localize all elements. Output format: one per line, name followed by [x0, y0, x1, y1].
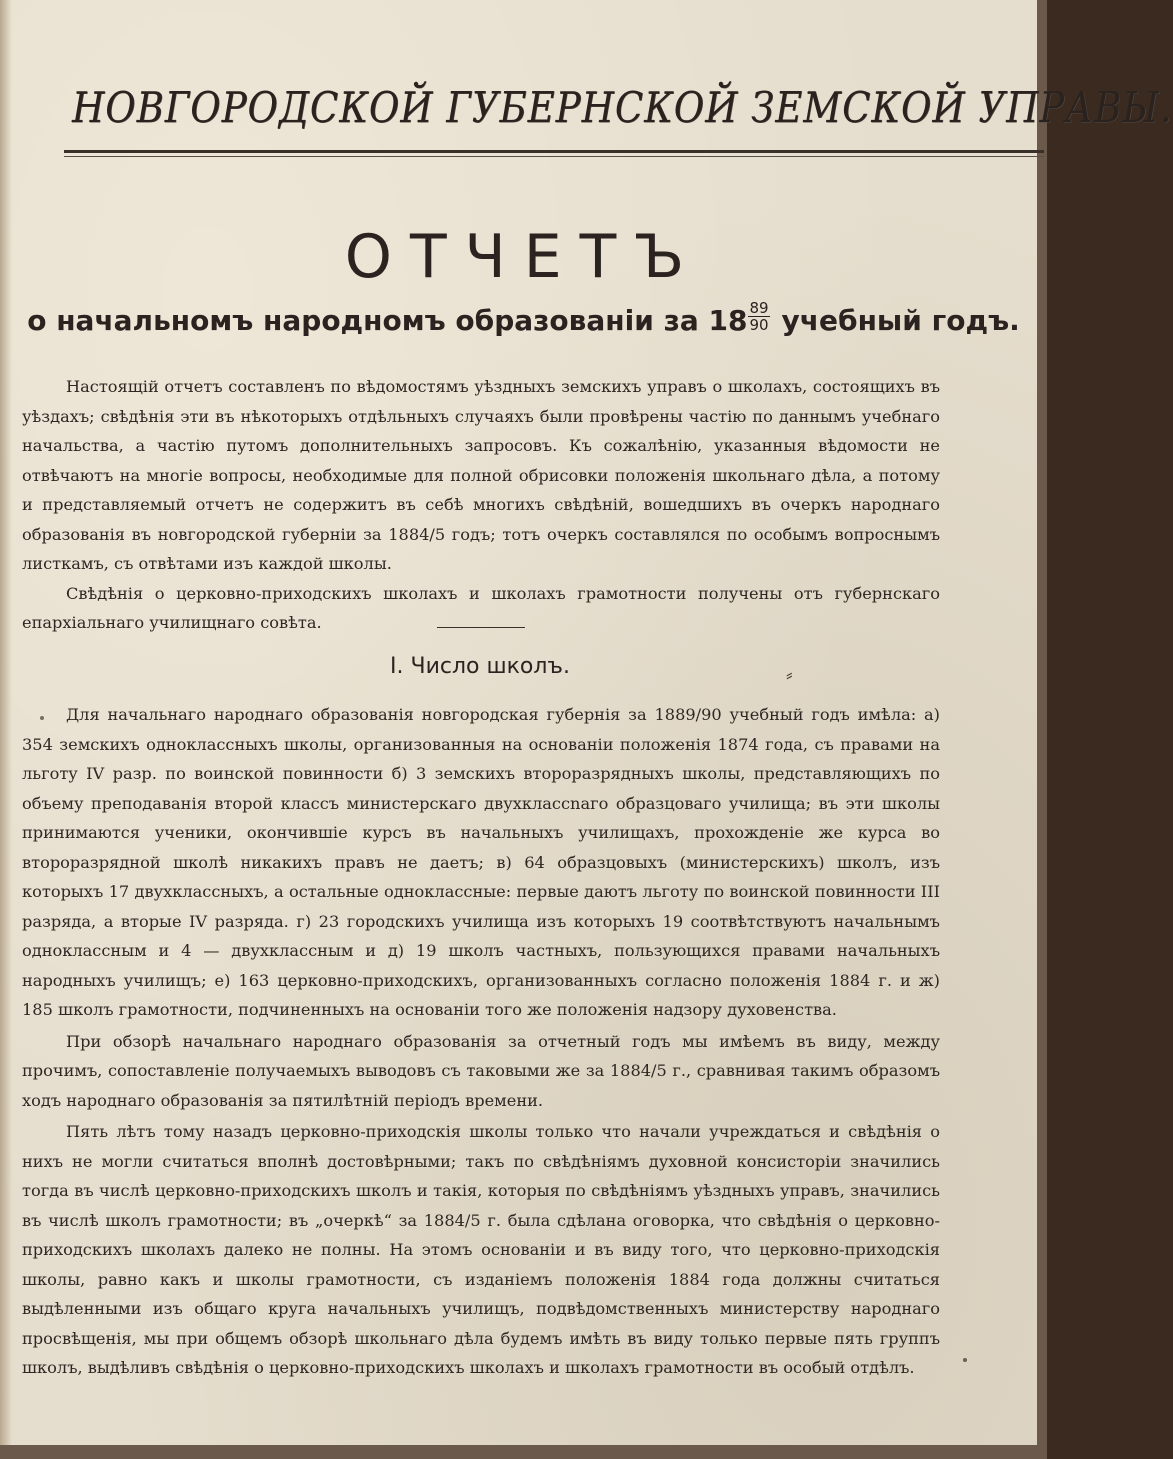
section-divider — [437, 627, 525, 628]
intro-paragraph: Свѣдѣнія о церковно-приходскихъ школахъ и школахъ грамотности получены отъ губернскаго епархіальнаго училищнаго совѣта. — [22, 583, 940, 632]
intro-paragraph: Настоящій отчетъ составленъ по вѣдомостямъ уѣздныхъ земскихъ управъ о школахъ, состоящихъ въ уѣздахъ; свѣдѣнія эти въ нѣкоторыхъ отдѣльныхъ случаяхъ были провѣрены частію по даннымъ учебнаго начальства, а частію путомъ дополнительныхъ запросовъ. Къ сожалѣнію, указанныя вѣдомости не отвѣчаютъ на многіе вопросы, необходимые для полной обрисовки положенія школьнаго дѣла, а потому и представляемый отчетъ не содержитъ въ себѣ многихъ свѣдѣній, вошедшихъ въ очеркъ народнаго образованія въ новгородской губерніи за 1884/5 годъ; тотъ очеркъ составлялся по особымъ вопроснымъ листкамъ, съ отвѣтами изъ каждой школы. — [22, 377, 940, 573]
section-paragraph: Для начальнаго народнаго образованія новгородская губернія за 1889/90 учебный годъ имѣла: а) 354 земскихъ одноклассныхъ школы, организованныя на основаніи положенія 1874 года, съ правами на льготу IV разр. по воинской повинности б) 3 земскихъ второразрядныхъ школы, представляющихъ по объему преподаванія второй классъ министерскаго двухклассnаго образцоваго училища; въ эти школы принимаются ученики, окончившіе курсъ въ начальныхъ училищахъ, прохожденіе же курса во второразрядной школѣ никакихъ правъ не даетъ; в) 64 образцовыхъ (министерскихъ) школъ, изъ которыхъ 17 двухклассныхъ, а остальные одноклассные: первые даютъ льготу по воинской повинности III разряда, а вторые IV разряда. г) 23 городскихъ училища изъ которыхъ 19 соотвѣтствуютъ начальнымъ одноклассным и 4 — двухклассным и д) 19 школъ частныхъ, пользующихся правами начальныхъ народныхъ училищъ; е) 163 церковно-приходскихъ, организованныхъ согласно положенія 1884 г. и ж) 185 школъ грамотности, подчиненныхъ на основаніи того же положенія надзору духовенства. — [22, 705, 940, 1019]
ink-speck — [963, 1358, 967, 1362]
stray-ink-mark: ⸗ — [786, 662, 793, 686]
report-subtitle — [0, 298, 1047, 339]
fraction-numerator: 89 — [749, 298, 769, 317]
section-paragraph: Пять лѣтъ тому назадъ церковно-приходскія школы только что начали учреждаться и свѣдѣнія о нихъ не могли считаться вполнѣ достовѣрными; такъ по свѣдѣніямъ духовной консисторіи значились тогда въ числѣ церковно-приходскихъ школъ и такія, которыя по свѣдѣніямъ уѣздныхъ управъ, значились въ числѣ школъ грамотности; въ „очеркѣ“ за 1884/5 г. была сдѣлана оговорка, что свѣдѣнія о церковно-приходскихъ школахъ далеко не полны. На этомъ основаніи и въ виду того, что церковно-приходскія школы, равно какъ и школы грамотности, съ изданіемъ положенія 1884 года должны считаться выдѣленными изъ общаго круга начальныхъ училищъ, подвѣдомственныхъ министерству народнаго просвѣщенія, мы при общемъ обзорѣ школьнаго дѣла будемъ имѣть въ виду только первые пять группъ школъ, выдѣливъ свѣдѣнія о церковно-приходскихъ школахъ и школахъ грамотности въ особый отдѣлъ. — [22, 1122, 940, 1377]
running-head: НОВГОРОДСКОЙ ГУБЕРНСКОЙ ЗЕМСКОЙ УПРАВЫ. — [72, 82, 1173, 133]
subtitle-fraction — [748, 300, 769, 333]
section-paragraph: При обзорѣ начальнаго народнаго образованія за отчетный годъ мы имѣемъ въ виду, между прочимъ, сопоставленіе получаемыхъ выводовъ съ таковыми же за 1884/5 г., сравнивая такимъ образомъ ходъ народнаго образованія за пятилѣтній періодъ времени. — [22, 1031, 940, 1110]
section-heading: I. Число школъ. — [390, 654, 570, 679]
report-title: ОТЧЕТЪ — [344, 222, 703, 292]
page-edge-shadow — [0, 0, 12, 1445]
section-body — [22, 700, 940, 1383]
intro-section — [22, 372, 940, 638]
fraction-denominator: 90 — [749, 315, 769, 334]
subtitle-text-before: о начальномъ народномъ образованіи за 18 — [27, 304, 748, 337]
subtitle-text-after: учебный годъ. — [781, 304, 1020, 337]
